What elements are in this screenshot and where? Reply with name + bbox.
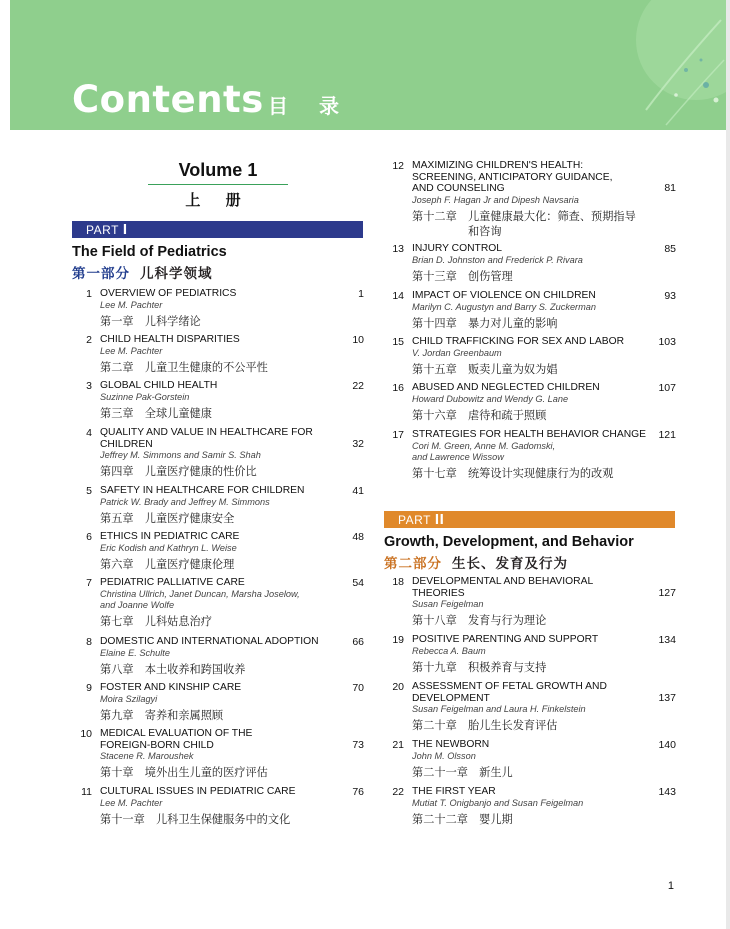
- chapter-page: 1: [358, 288, 364, 300]
- chapter-authors: Lee M. Pachter: [100, 797, 163, 808]
- chapter-authors: Rebecca A. Baum: [412, 645, 486, 656]
- chapter-title-zh: 第十三章 创伤管理: [412, 269, 513, 283]
- volume-rule: [148, 184, 288, 185]
- chapter-authors: Susan Feigelman: [412, 599, 484, 609]
- chapter-page: 41: [352, 485, 364, 497]
- chapter-authors: Lee M. Pachter: [100, 299, 163, 310]
- chapter-title-zh: 第五章 儿童医疗健康安全: [100, 511, 235, 525]
- chapter-title-zh: 第九章 寄养和亲属照顾: [100, 708, 224, 722]
- chapter-number: 17: [392, 429, 404, 441]
- chapter-title: CHILD TRAFFICKING FOR SEX AND LABOR: [412, 336, 625, 347]
- chapter-authors: Jeffrey M. Simmons and Samir S. Shah: [100, 450, 261, 460]
- chapter-page: 134: [658, 634, 676, 646]
- chapter-number: 15: [392, 336, 404, 348]
- chapter-title-zh: 第十五章 贩卖儿童为奴为娼: [412, 362, 558, 376]
- chapter-page: 143: [658, 786, 676, 798]
- part-2-label: PART: [398, 512, 431, 527]
- chapter-page: 70: [352, 682, 364, 694]
- chapter-number: 4: [86, 427, 92, 439]
- chapter-number: 5: [86, 485, 92, 497]
- chapter-page: 81: [664, 182, 676, 194]
- part-2-zh-title: 生长、发育及行为: [452, 556, 568, 572]
- chapter-title: SAFETY IN HEALTHCARE FOR CHILDREN: [100, 485, 305, 496]
- part-1-numeral: I: [122, 221, 128, 238]
- chapter-number: 18: [392, 576, 404, 588]
- chapter-page: 103: [658, 336, 676, 348]
- chapter-title: PEDIATRIC PALLIATIVE CARE: [100, 577, 245, 588]
- chapter-title-zh: 第十七章 统筹设计实现健康行为的改观: [412, 466, 614, 480]
- chapter-title-zh: 第二十二章 婴儿期: [412, 812, 513, 826]
- chapter-number: 16: [392, 382, 404, 394]
- chapter-title-zh: 第四章 儿童医疗健康的性价比: [100, 465, 257, 478]
- part-1-title-zh: [72, 262, 363, 282]
- chapter-title-zh: 第十四章 暴力对儿童的影响: [412, 316, 558, 330]
- chapter-number: 3: [86, 380, 92, 392]
- chapter-page: 73: [352, 739, 364, 751]
- chapter-page: 137: [658, 692, 676, 704]
- chapter-number: 9: [86, 682, 92, 694]
- chapter-number: 14: [392, 290, 404, 302]
- chapter-title-zh: 第十一章 儿科卫生保健服务中的文化: [100, 812, 291, 826]
- chapter-number: 2: [86, 334, 92, 346]
- chapter-number: 7: [86, 577, 92, 589]
- volume-title-zh: 上 册: [185, 191, 251, 209]
- volume-title: Volume 1: [178, 160, 258, 180]
- chapter-number: 20: [392, 681, 404, 693]
- page-edge: [726, 0, 730, 929]
- chapter-page: 66: [352, 636, 364, 648]
- part-1-heading: [72, 221, 363, 282]
- chapter-page: 54: [352, 577, 364, 589]
- chapter-authors: John M. Olsson: [412, 750, 476, 761]
- part-2-bar: [384, 511, 675, 528]
- chapter-authors: Mutiat T. Onigbanjo and Susan Feigelman: [412, 797, 584, 808]
- chapter-page: 93: [664, 290, 676, 302]
- chapter-title-zh: 第三章 全球儿童健康: [100, 406, 212, 420]
- part-1-title: The Field of Pediatrics: [72, 244, 227, 260]
- chapter-authors: Suzinne Pak-Gorstein: [100, 391, 190, 402]
- chapter-title: POSITIVE PARENTING AND SUPPORT: [412, 634, 599, 645]
- page-number: 1: [667, 880, 674, 892]
- chapter-authors: Brian D. Johnston and Frederick P. Rivara: [412, 254, 583, 265]
- chapter-title: IMPACT OF VIOLENCE ON CHILDREN: [412, 290, 596, 301]
- chapter-authors: Stacene R. Maroushek: [100, 751, 194, 761]
- chapter-title-zh: 第一章 儿科学绪论: [100, 314, 201, 328]
- part-2-title-zh: [384, 552, 675, 572]
- chapter-authors: Marilyn C. Augustyn and Barry S. Zuckerman: [412, 301, 596, 312]
- chapter-title-zh: 第八章 本土收养和跨国收养: [100, 662, 246, 676]
- chapter-title: ABUSED AND NEGLECTED CHILDREN: [412, 382, 600, 393]
- chapter-title: DEVELOPMENTAL AND BEHAVIORAL THEORIES: [412, 576, 594, 599]
- chapter-authors: V. Jordan Greenbaum: [412, 347, 502, 358]
- chapter-title-zh: 第二十章 胎儿生长发育评估: [412, 719, 558, 732]
- chapter-number: 11: [81, 786, 92, 798]
- chapter-title: OVERVIEW OF PEDIATRICS: [100, 288, 237, 299]
- chapter-authors: Moira Szilagyi: [100, 693, 158, 704]
- chapter-title: STRATEGIES FOR HEALTH BEHAVIOR CHANGE: [412, 429, 647, 440]
- chapter-title: FOSTER AND KINSHIP CARE: [100, 682, 242, 693]
- chapter-title-zh: 第十九章 积极养育与支持: [412, 660, 547, 674]
- chapter-title: CHILD HEALTH DISPARITIES: [100, 334, 240, 345]
- part-1-zh-title: 儿科学领域: [140, 266, 213, 282]
- volume-heading: [148, 160, 288, 210]
- part-2-heading: [384, 511, 675, 572]
- chapter-number: 12: [392, 160, 404, 172]
- chapter-number: 21: [392, 739, 404, 751]
- chapter-number: 6: [86, 531, 92, 543]
- chapter-title-zh: 第六章 儿童医疗健康伦理: [100, 557, 235, 571]
- chapter-title: GLOBAL CHILD HEALTH: [100, 380, 218, 391]
- chapter-page: 140: [658, 739, 676, 751]
- chapter-page: 48: [352, 531, 364, 543]
- part-2-numeral: II: [434, 511, 445, 528]
- chapter-page: 22: [352, 380, 364, 392]
- chapter-authors: Patrick W. Brady and Jeffrey M. Simmons: [100, 496, 270, 507]
- chapter-authors: Howard Dubowitz and Wendy G. Lane: [412, 393, 569, 404]
- chapter-authors: Joseph F. Hagan Jr and Dipesh Navsaria: [412, 194, 579, 205]
- chapter-authors: Susan Feigelman and Laura H. Finkelstein: [412, 704, 586, 714]
- chapter-title-zh: 第七章 儿科姑息治疗: [100, 614, 212, 628]
- chapter-number: 10: [80, 728, 92, 740]
- chapter-page: 76: [352, 786, 364, 798]
- chapter-title: QUALITY AND VALUE IN HEALTHCARE FOR CHILDREN: [100, 427, 313, 450]
- chapter-title: MAXIMIZING CHILDREN'S HEALTH: SCREENING, ANTICIPATORY GUIDANCE, AND COUNSELING: [412, 160, 613, 194]
- chapter-authors: Eric Kodish and Kathryn L. Weise: [100, 542, 237, 553]
- chapter-title: THE FIRST YEAR: [412, 786, 496, 797]
- chapter-page: 107: [658, 382, 676, 394]
- contents-title: Contents: [72, 78, 264, 121]
- chapter-page: 10: [352, 334, 364, 346]
- part-2-zh-lead: 第二部分: [384, 556, 442, 572]
- chapter-number: 22: [392, 786, 404, 798]
- chapter-authors: Cori M. Green, Anne M. Gadomski, and Lawrence Wissow: [412, 440, 556, 462]
- chapter-title-zh: 第十六章 虐待和疏于照顾: [412, 408, 547, 422]
- chapter-page: 32: [352, 438, 364, 450]
- chapter-number: 8: [86, 636, 92, 648]
- chapter-number: 13: [392, 243, 404, 255]
- chapter-authors: Christina Ullrich, Janet Duncan, Marsha Joselow, and Joanne Wolfe: [100, 588, 300, 610]
- contents-banner: [10, 0, 726, 130]
- chapter-number: 19: [392, 634, 404, 646]
- chapter-authors: Lee M. Pachter: [100, 345, 163, 356]
- chapter-title: INJURY CONTROL: [412, 243, 503, 254]
- chapter-number: 1: [86, 288, 92, 300]
- part-2-title: Growth, Development, and Behavior: [384, 534, 634, 550]
- chapter-title-zh: 第二章 儿童卫生健康的不公平性: [100, 360, 268, 374]
- chapter-title: THE NEWBORN: [412, 739, 490, 750]
- chapter-title: MEDICAL EVALUATION OF THE FOREIGN-BORN CHILD: [100, 728, 253, 751]
- chapter-page: 121: [658, 429, 676, 441]
- part-1-label: PART: [86, 222, 119, 237]
- chapter-title: CULTURAL ISSUES IN PEDIATRIC CARE: [100, 786, 296, 797]
- chapter-page: 127: [658, 587, 676, 599]
- chapter-title: ETHICS IN PEDIATRIC CARE: [100, 531, 240, 542]
- chapter-title: DOMESTIC AND INTERNATIONAL ADOPTION: [100, 636, 319, 647]
- chapter-title: ASSESSMENT OF FETAL GROWTH AND DEVELOPMENT: [412, 681, 607, 704]
- chapter-authors: Elaine E. Schulte: [100, 647, 170, 658]
- chapter-title-zh: 第十八章 发育与行为理论: [412, 614, 547, 627]
- chapter-page: 85: [664, 243, 676, 255]
- contents-title-zh: 目 录: [268, 94, 351, 118]
- chapter-title-zh: 第二十一章 新生儿: [412, 765, 513, 779]
- chapter-title-zh: 第十章 境外出生儿童的医疗评估: [100, 766, 268, 779]
- leaf-pattern-decoration: [546, 0, 726, 130]
- part-1-bar: [72, 221, 363, 238]
- part-1-zh-lead: 第一部分: [72, 266, 130, 282]
- chapter-title-zh: 第十二章 儿童健康最大化：筛查、预期指导 和咨询: [412, 209, 636, 238]
